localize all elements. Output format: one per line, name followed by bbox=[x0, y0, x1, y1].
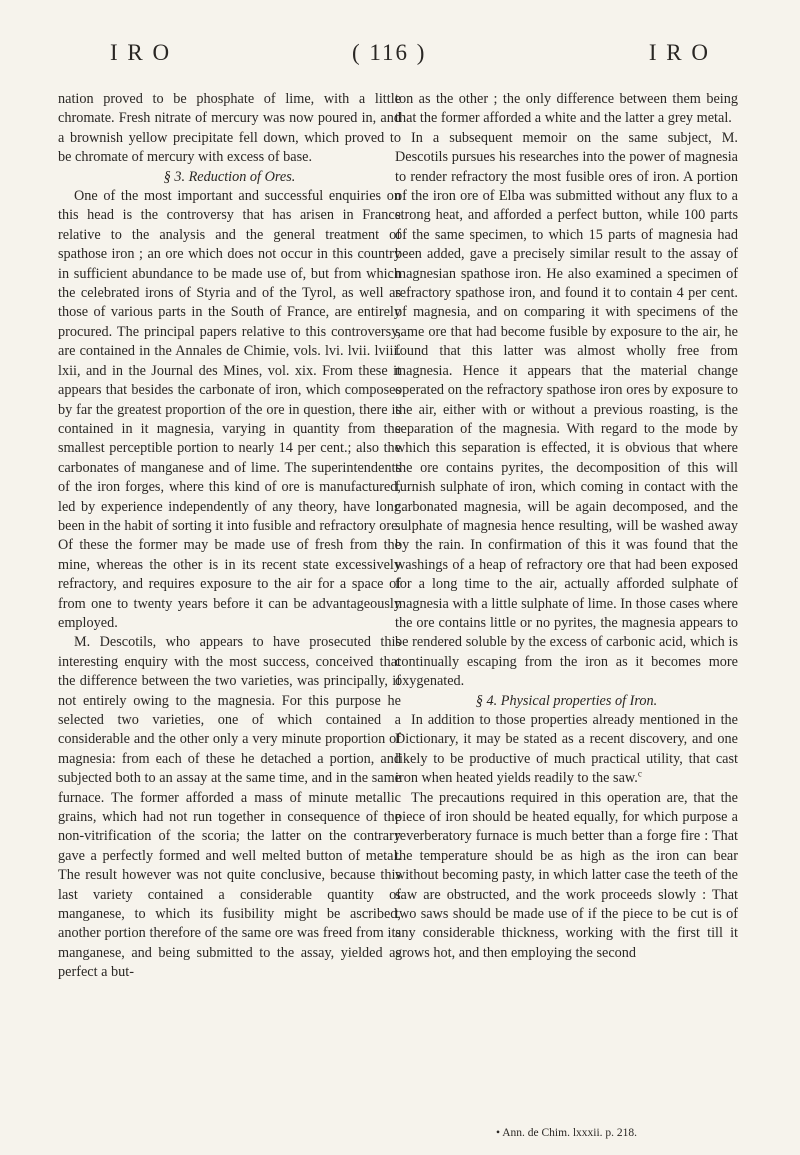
footnote: • Ann. de Chim. lxxxii. p. 218. bbox=[495, 1127, 638, 1139]
paragraph: ton as the other ; the only difference between them being that the former afforded a white and the latter a grey metal. bbox=[395, 91, 738, 127]
paragraph: M. Descotils, who appears to have prosecuted this interesting enquiry with the most success, conceived that the difference between the two varieties, was principally, if not entirely owing to the magnesia. For this purpose he selected two varieties, one of which contained a considerable and the other only a very minute proportion of magnesia: from each of these he detached a portion, and subjected both to an assay at the same time, and in the same furnace. The former afforded a mass of minute metallic grains, which had not run together in consequence of the non-vitrification of the scoria; the latter on the contrary gave a perfectly formed and well melted button of metal. The result however was not quite conclusive, because this last variety contained a considerable quantity of manganese, to which its fusibility might be ascribed, another portion therefore of the same ore was freed from its manganese, and being submitted to the assay, yielded as perfect a but- bbox=[58, 634, 401, 981]
page-number: ( 116 ) bbox=[352, 40, 427, 65]
right-column bbox=[395, 90, 738, 963]
paragraph: The precautions required in this operation are, that the piece of iron should be heated equally, for which purpose a reverberatory furnace is much better than a forge fire : That the temperature should be as high as the iron can bear without becoming pasty, in which latter case the teeth of the saw are obstructed, and the work proceeds slowly : That two saws should be made use of if the piece to be cut is of any considerable thickness, working with the first till it grows hot, and then employing the second bbox=[395, 789, 738, 961]
footnote-marker: c bbox=[637, 768, 642, 779]
paragraph-text: In addition to those properties already mentioned in the Dictionary, it may be stated as a recent discovery, and one likely to be productive of much practical utility, that cast iron when heated yields readily to the saw. bbox=[395, 712, 738, 787]
section-heading: § 4. Physical properties of Iron. bbox=[475, 692, 658, 709]
paragraph bbox=[395, 711, 738, 789]
running-header bbox=[110, 40, 710, 70]
header-right-word: I R O bbox=[648, 40, 710, 65]
section-heading: § 3. Reduction of Ores. bbox=[163, 168, 296, 185]
paragraph: One of the most important and successful enquiries on this head is the controversy that has arisen in France relative to the analysis and the general treatment of spathose iron ; an ore which does not occur in this country in sufficient abundance to be made use of, but from which the celebrated irons of Styria and of the Tyrol, as well as those of various parts in the South of France, are entirely procured. The principal papers relative to this controversy, are contained in the Annales de Chimie, vols. lvi. lvii. lviii. lxii, and in the Journal des Mines, vol. xix. From these it appears that besides the carbonate of iron, which composes by far the greatest proportion of the ore in question, there is contained in it magnesia, varying in quantity from the smallest perceptible portion to nearly 14 per cent.; also the carbonates of manganese and of lime. The superintendents of the iron forges, where this kind of ore is manufactured, led by experience independently of any theory, have long been in the habit of sorting it into fusible and refractory ore. Of these the former may be made use of fresh from the mine, whereas the other is in its recent state excessively refractory, and requires exposure to the air for a space of from one to twenty years before it can be advantageously employed. bbox=[58, 188, 401, 631]
paragraph: In a subsequent memoir on the same subject, M. Descotils pursues his researches into the power of magnesia to render refractory the most fusible ores of iron. A portion of the iron ore of Elba was submitted without any flux to a strong heat, and afforded a perfect button, while 100 parts of the same specimen, to which 15 parts of magnesia had been added, gave a precisely similar result to the assay of magnesian spathose iron. He also examined a specimen of refractory spathose iron, and found it to contain 4 per cent. of magnesia, and on comparing it with specimens of the same ore that had become fusible by exposure to the air, he found that this latter was almost wholly free from magnesia. Hence it appears that the material change operated on the refractory spathose iron ores by exposure to the air, either with or without a previous roasting, is the separation of the magnesia. With regard to the mode by which this separation is effected, it is obvious that where the ore contains pyrites, the decomposition of this will furnish sulphate of iron, which coming in contact with the carbonated magnesia, will be again decomposed, and the sulphate of magnesia hence resulting, will be washed away by the rain. In confirmation of this it was found that the washings of a heap of refractory ore that had been exposed for a long time to the air, actually afforded sulphate of magnesia with a little sulphate of lime. In those cases where the ore contains little or no pyrites, the magnesia appears to be rendered soluble by the excess of carbonic acid, which is continually escaping from the iron as it becomes more oxygenated. bbox=[395, 129, 738, 690]
paragraph: nation proved to be phosphate of lime, with a little chromate. Fresh nitrate of mercury was now poured in, and a brownish yellow precipitate fell down, which proved to be chromate of mercury with excess of base. bbox=[58, 91, 401, 166]
header-left-word: I R O bbox=[110, 40, 172, 65]
left-column bbox=[58, 90, 401, 983]
